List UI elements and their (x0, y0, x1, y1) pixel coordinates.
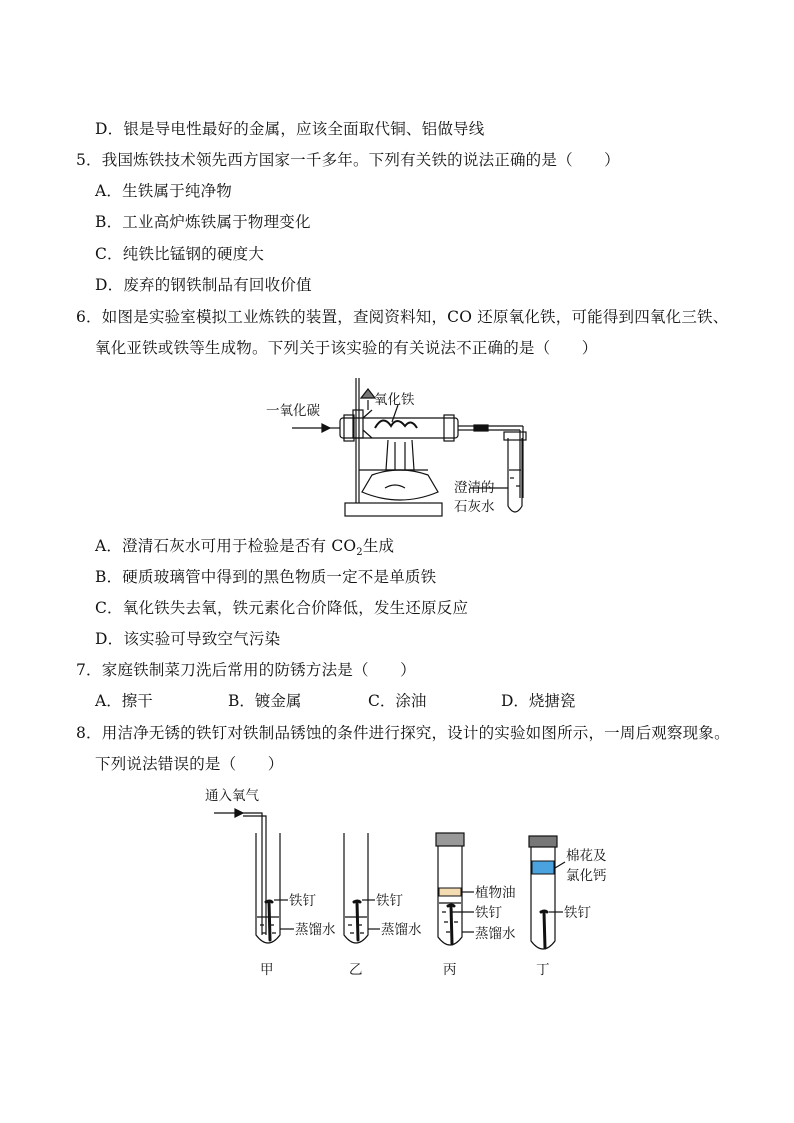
tube-label-bing: 丙 (443, 962, 457, 978)
q6-option-a-subscript: 2 (356, 547, 363, 559)
nail-label-jia: 铁钉 (289, 893, 316, 909)
q8-stem-line2: 下列说法错误的是（ ） (95, 755, 284, 773)
cotton-calcium-chloride (532, 861, 554, 874)
limewater-label-line2: 石灰水 (454, 499, 495, 515)
q6-stem-line1: 6．如图是实验室模拟工业炼铁的装置，查阅资料知，CO 还原氧化铁，可能得到四氧化三铁、 (76, 308, 729, 326)
q6-option-b: B．硬质玻璃管中得到的黑色物质一定不是单质铁 (95, 568, 437, 586)
q6-option-a-tail: 生成 (362, 537, 395, 555)
q6-stem-line2: 氧化亚铁或铁等生成物。下列关于该实验的有关说法不正确的是（ ） (95, 339, 598, 357)
iron-oxide-label: 氧化铁 (374, 392, 415, 408)
water-label-yi: 蒸馏水 (381, 922, 422, 938)
q7-stem: 7．家庭铁制菜刀洗后常用的防锈方法是（ ） (76, 661, 416, 679)
q7-option-c: C．涂油 (368, 692, 427, 710)
q5-option-b: B．工业高炉炼铁属于物理变化 (95, 213, 311, 231)
nail-label-ding: 铁钉 (564, 905, 591, 921)
water-label-bing: 蒸馏水 (475, 926, 516, 942)
limewater-label-line1: 澄清的 (454, 480, 495, 496)
nail-bing (448, 905, 454, 944)
nail-label-yi: 铁钉 (376, 893, 403, 909)
tube-jia (256, 833, 280, 943)
water-label-jia: 蒸馏水 (295, 922, 336, 938)
nail-yi (354, 901, 360, 940)
q8-stem-line1: 8．用洁净无锈的铁钉对铁制品锈蚀的条件进行探究，设计的实验如图所示，一周后观察现象。 (76, 724, 730, 742)
oxygen-label: 通入氧气 (205, 788, 259, 804)
q5-stem: 5．我国炼铁技术领先西方国家一千多年。下列有关铁的说法正确的是（ ） (76, 151, 620, 169)
co-label: 一氧化碳 (266, 403, 320, 419)
cotton-label-line1: 棉花及 (566, 848, 607, 864)
tube-yi (344, 833, 368, 943)
q6-option-a-text: A．澄清石灰水可用于检验是否有 CO (95, 537, 357, 555)
q5-option-d: D．废弃的钢铁制品有回收价值 (95, 276, 312, 294)
q7-option-b: B．镀金属 (228, 692, 302, 710)
q6-option-d: D．该实验可导致空气污染 (95, 630, 281, 648)
tube-label-ding: 丁 (536, 962, 550, 978)
cotton-label-line2: 氯化钙 (566, 868, 607, 884)
q6-option-c: C．氧化铁失去氧，铁元素化合价降低，发生还原反应 (95, 599, 469, 617)
oil-label: 植物油 (475, 885, 516, 901)
vegetable-oil-layer (439, 888, 461, 896)
tube-label-yi: 乙 (349, 962, 363, 978)
q5-option-c: C．纯铁比锰钢的硬度大 (95, 245, 265, 263)
q4-option-d: D．银是导电性最好的金属，应该全面取代铜、铝做导线 (95, 120, 485, 138)
q7-option-d: D．烧搪瓷 (501, 692, 576, 710)
q5-option-a: A．生铁属于纯净物 (95, 182, 232, 200)
nail-ding (541, 911, 547, 948)
nail-label-bing: 铁钉 (475, 905, 502, 921)
q7-option-a: A．擦干 (95, 692, 153, 710)
nail-jia (266, 901, 272, 940)
tube-label-jia: 甲 (260, 962, 274, 978)
